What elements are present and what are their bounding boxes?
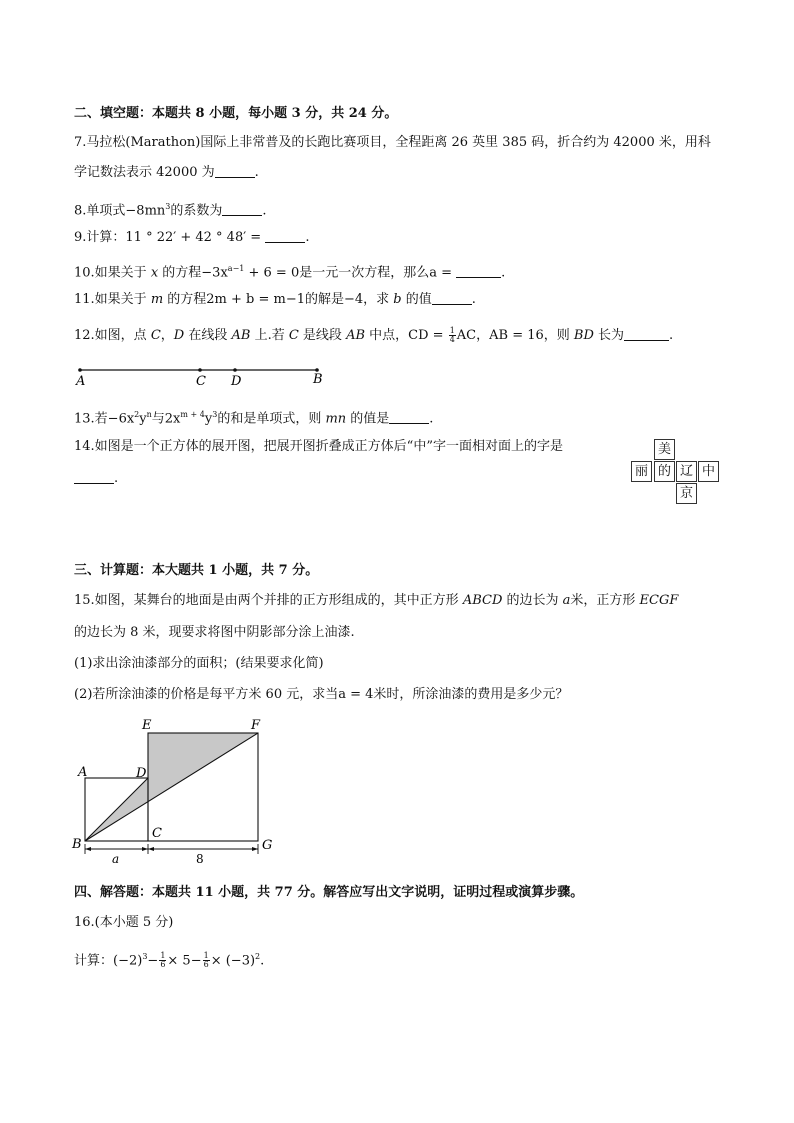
q11-text-a: 11.如果关于 <box>74 292 151 307</box>
q11-var: m <box>150 292 164 307</box>
answer-blank <box>456 265 501 278</box>
point-c <box>198 368 202 372</box>
q13-exp-1: 2 <box>134 410 140 419</box>
q11-end: . <box>471 292 476 307</box>
dimension-a: a <box>112 852 120 865</box>
q12-segment: AB <box>231 328 251 343</box>
fraction-denominator: 6 <box>160 960 166 970</box>
question-7-line-1: 7.马拉松(Marathon)国际上非常普及的长跑比赛项目，全程距离 26 英里 385 码，折合约为 42000 米，用科 <box>74 135 711 150</box>
net-cell-middle: 的 <box>654 461 675 482</box>
section-3-title: 三、计算题：本大题共 1 小题，共 7 分。 <box>74 563 319 578</box>
question-7-line-2 <box>74 164 259 182</box>
fraction-denominator: 4 <box>449 335 455 344</box>
q12-text-b: 在线段 <box>184 328 232 343</box>
q13-exp-2: n <box>146 410 152 419</box>
fraction-numerator: 1 <box>203 951 209 961</box>
q15-square-2: ECGF <box>639 593 679 608</box>
q10-text-b: 的方程−3x <box>158 265 228 281</box>
fraction-denominator: 6 <box>203 960 209 970</box>
q15-text-c: 米，正方形 <box>570 593 640 608</box>
net-cell-top: 美 <box>654 439 675 460</box>
q13-text-d: y <box>204 411 213 427</box>
label-d: D <box>231 374 242 389</box>
answer-blank <box>432 292 472 305</box>
q14-end: . <box>114 471 119 486</box>
answer-blank <box>389 411 429 424</box>
question-9 <box>74 229 309 247</box>
q12-text-e: 中点，CD = <box>365 328 448 343</box>
question-11 <box>74 291 476 309</box>
q8-end: . <box>262 203 267 219</box>
q13-text-a: 13.若−6x <box>74 411 135 427</box>
question-15-part-2: (2)若所涂油漆的价格是每平方米 60 元，求当a = 4米时，所涂油漆的费用是多少元？ <box>74 687 569 702</box>
question-14-line-2 <box>74 470 118 488</box>
net-cell-bottom: 京 <box>676 483 697 504</box>
q16-exp-1: 3 <box>142 952 148 961</box>
q13-exp-3: m + 4 <box>180 410 205 419</box>
q15-square-1: ABCD <box>462 593 503 608</box>
q12-sep: ， <box>160 328 174 343</box>
question-13 <box>74 406 433 428</box>
question-15-part-1: (1)求出涂油漆部分的面积；(结果要求化简) <box>74 656 324 671</box>
answer-blank <box>74 471 114 484</box>
question-15-line-2: 的边长为 8 米，现要求将图中阴影部分涂上油漆. <box>74 625 355 640</box>
q16-text-d: × (−3) <box>210 953 256 969</box>
net-cell-right-2: 中 <box>698 461 719 482</box>
label-a: A <box>76 374 86 389</box>
q12-point-c: C <box>150 328 161 343</box>
q16-text-a: 计算：(−2) <box>74 953 143 969</box>
q13-text-c: 与2x <box>151 411 181 427</box>
q9-text: 9.计算：11 ° 22′ + 42 ° 48′ = <box>74 230 266 245</box>
q12-text-d: 是线段 <box>298 328 347 343</box>
q13-text-e: 的和是单项式，则 <box>217 411 326 427</box>
dimension-8: 8 <box>196 852 204 865</box>
square-figure <box>70 715 290 865</box>
question-10 <box>74 260 505 282</box>
q8-exponent: 3 <box>165 202 171 211</box>
q10-text-a: 10.如果关于 <box>74 265 151 281</box>
q12-text-f: AC，AB = 16，则 <box>456 328 574 343</box>
q9-end: . <box>305 230 310 245</box>
q11-text-c: 的值 <box>401 292 432 307</box>
q12-point-d: D <box>173 328 185 343</box>
q13-text-b: y <box>139 411 147 427</box>
q12-end: . <box>669 328 674 343</box>
question-15-line-1 <box>74 592 678 610</box>
label-b: B <box>72 837 82 852</box>
q10-exponent: a−1 <box>227 264 245 273</box>
q15-text-b: 的边长为 <box>502 593 563 608</box>
label-e: E <box>142 718 152 733</box>
question-16-heading: 16.(本小题 5 分) <box>74 915 174 930</box>
label-c: C <box>152 826 162 841</box>
q16-end: . <box>260 953 265 969</box>
label-a: A <box>78 765 88 780</box>
q12-point-c2: C <box>288 328 299 343</box>
q7-text: 学记数法表示 42000 为 <box>74 165 215 180</box>
point-a <box>78 368 82 372</box>
q12-text-c: 上.若 <box>250 328 289 343</box>
net-cell-left: 丽 <box>631 461 652 482</box>
answer-blank <box>624 328 669 341</box>
q10-end: . <box>501 265 506 281</box>
q13-exp-4: 3 <box>212 410 218 419</box>
answer-blank <box>215 165 255 178</box>
segment-figure <box>70 360 340 390</box>
q10-text-c: + 6 = 0是一元一次方程，那么a = <box>244 265 457 281</box>
q15-text-a: 15.如图，某舞台的地面是由两个并排的正方形组成的，其中正方形 <box>74 593 463 608</box>
arrow-head <box>252 847 258 851</box>
q8-text-b: 的系数为 <box>170 203 223 219</box>
label-f: F <box>251 718 261 733</box>
arrow-head <box>142 847 148 851</box>
line-bd <box>85 778 148 841</box>
q10-var: x <box>150 265 159 281</box>
fraction <box>159 952 166 969</box>
answer-blank <box>222 203 262 216</box>
label-d: D <box>136 766 147 781</box>
q16-exp-2: 2 <box>255 952 261 961</box>
section-4-title: 四、解答题：本题共 11 小题，共 77 分。解答应写出文字说明，证明过程或演算步骤。 <box>74 885 584 900</box>
section-2-title: 二、填空题：本题共 8 小题，每小题 3 分，共 24 分。 <box>74 106 398 121</box>
q16-text-c: × 5− <box>167 953 202 969</box>
label-g: G <box>262 838 273 853</box>
q11-text-b: 的方程2m + b = m−1的解是−4，求 <box>163 292 394 307</box>
q15-var: a <box>562 593 571 608</box>
question-14-line-1: 14.如图是一个正方体的展开图，把展开图折叠成正方体后“中”字一面相对面上的字是 <box>74 439 563 454</box>
q12-segment-3: BD <box>573 328 594 343</box>
q13-end: . <box>429 411 434 427</box>
question-8 <box>74 198 267 220</box>
q7-end: . <box>254 165 259 180</box>
fraction <box>449 327 456 344</box>
point-d <box>233 368 237 372</box>
q12-text-g: 长为 <box>593 328 625 343</box>
net-cell-right-1: 辽 <box>676 461 697 482</box>
q13-var: mn <box>325 411 347 427</box>
q13-text-f: 的值是 <box>346 411 390 427</box>
question-16-expression <box>74 948 264 970</box>
fraction-numerator: 1 <box>449 326 455 335</box>
fraction <box>203 952 210 969</box>
question-12 <box>74 327 673 345</box>
q11-var2: b <box>393 292 402 307</box>
q12-text-a: 12.如图，点 <box>74 328 151 343</box>
arrow-head <box>148 847 154 851</box>
arrow-head <box>85 847 91 851</box>
q12-segment-2: AB <box>346 328 366 343</box>
answer-blank <box>265 230 305 243</box>
q8-text-a: 8.单项式−8mn <box>74 203 166 219</box>
q16-text-b: − <box>147 953 159 969</box>
label-c: C <box>196 374 206 389</box>
fraction-numerator: 1 <box>160 951 166 961</box>
label-b: B <box>313 372 323 387</box>
